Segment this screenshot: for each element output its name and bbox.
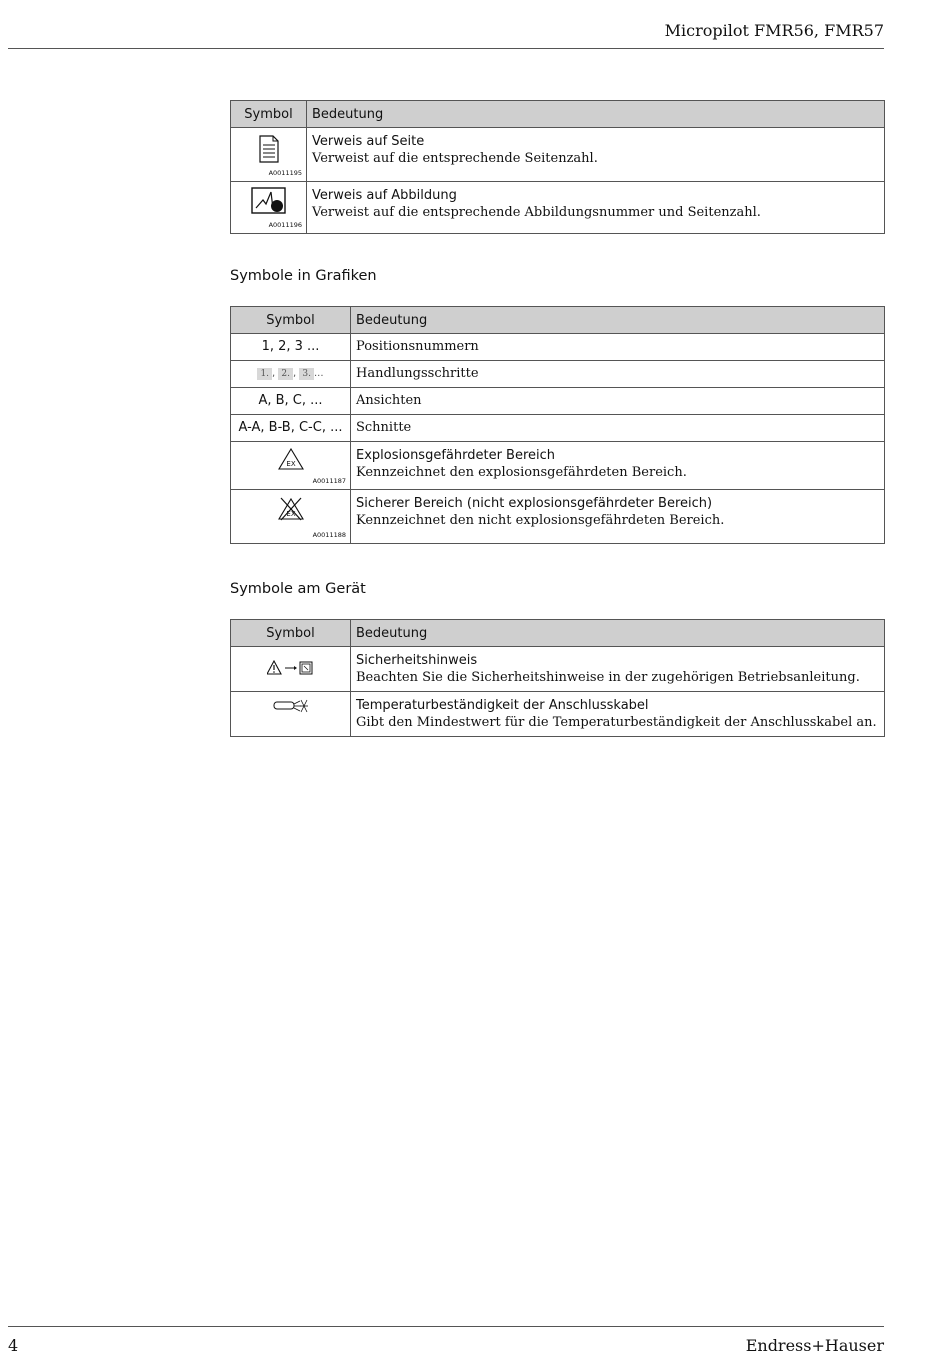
symbol-column-header: Symbol	[231, 101, 307, 128]
symbol-cell	[231, 415, 351, 442]
brand-name: Endress+Hauser	[745, 1336, 884, 1355]
symbol-cell	[231, 182, 307, 234]
symbol-cell	[231, 442, 351, 490]
meaning-cell	[351, 415, 885, 442]
symbol-cell	[231, 647, 351, 692]
steps-symbol: 1. , 2. , 3. ...	[257, 368, 323, 379]
symbol-code: A0011196	[268, 221, 302, 229]
symbol-title: Sicherheitshinweis	[356, 653, 478, 668]
symbol-description: Handlungsschritte	[356, 366, 479, 381]
symbol-description: Verweist auf die entsprechende Seitenzahl.	[312, 151, 598, 166]
symbol-description: Kennzeichnet den nicht explosionsgefährdeten Bereich.	[356, 513, 725, 528]
section-heading-device: Symbole am Gerät	[230, 581, 366, 597]
symbol-description: Ansichten	[356, 393, 422, 408]
table-header-row	[231, 620, 885, 647]
graphic-symbols-table	[230, 306, 885, 544]
symbol-description: Beachten Sie die Sicherheitshinweise in der zugehörigen Betriebsanleitung.	[356, 670, 860, 685]
symbol-description: Gibt den Mindestwert für die Temperaturbeständigkeit der Anschlusskabel an.	[356, 715, 877, 730]
symbol-description: Positionsnummern	[356, 339, 479, 354]
table-row	[231, 128, 885, 182]
meaning-column-header: Bedeutung	[351, 307, 885, 334]
header-divider	[8, 48, 884, 49]
table-row	[231, 334, 885, 361]
symbol-code: A0011188	[312, 531, 346, 539]
device-symbols-table	[230, 619, 885, 737]
symbol-cell	[231, 388, 351, 415]
symbol-cell	[231, 490, 351, 544]
symbol-code: A0011187	[312, 477, 346, 485]
step-1-box: 1.	[257, 368, 272, 380]
table-row	[231, 442, 885, 490]
table-row	[231, 692, 885, 737]
meaning-cell	[351, 490, 885, 544]
page-number: 4	[8, 1336, 19, 1355]
symbol-title: Sicherer Bereich (nicht explosionsgefährdeter Bereich)	[356, 496, 713, 511]
symbol-cell	[231, 334, 351, 361]
meaning-cell	[351, 334, 885, 361]
table-row	[231, 490, 885, 544]
table-row	[231, 415, 885, 442]
position-numbers-symbol: 1, 2, 3 ...	[261, 339, 320, 354]
table-row	[231, 388, 885, 415]
meaning-cell	[351, 692, 885, 737]
section-heading-graphics: Symbole in Grafiken	[230, 268, 377, 284]
table-row	[231, 182, 885, 234]
step-2-box: 2.	[278, 368, 293, 380]
meaning-column-header: Bedeutung	[351, 620, 885, 647]
symbol-description: Verweist auf die entsprechende Abbildungsnummer und Seitenzahl.	[312, 205, 761, 220]
table-header-row	[231, 101, 885, 128]
table-row	[231, 647, 885, 692]
symbol-title: Temperaturbeständigkeit der Anschlusskabel	[356, 698, 649, 713]
cable-temperature-icon	[273, 699, 309, 713]
symbol-title: Explosionsgefährdeter Bereich	[356, 448, 556, 463]
sections-symbol: A-A, B-B, C-C, ...	[238, 420, 343, 435]
document-title: Micropilot FMR56, FMR57	[664, 21, 884, 40]
symbol-cell	[231, 361, 351, 388]
svg-text:EX: EX	[286, 510, 296, 518]
symbol-title: Verweis auf Abbildung	[312, 188, 457, 203]
page-reference-icon	[258, 135, 280, 163]
svg-text:EX: EX	[286, 460, 296, 468]
figure-reference-icon	[251, 187, 287, 215]
symbol-description: Kennzeichnet den explosionsgefährdeten Bereich.	[356, 465, 687, 480]
symbol-cell	[231, 692, 351, 737]
symbol-column-header: Symbol	[231, 620, 351, 647]
step-3-box: 3.	[299, 368, 314, 380]
meaning-cell	[307, 128, 885, 182]
symbol-cell	[231, 128, 307, 182]
meaning-cell	[307, 182, 885, 234]
table-header-row	[231, 307, 885, 334]
symbol-description: Schnitte	[356, 420, 412, 435]
reference-symbols-table	[230, 100, 885, 234]
meaning-cell	[351, 361, 885, 388]
meaning-column-header: Bedeutung	[307, 101, 885, 128]
views-symbol: A, B, C, ...	[258, 393, 323, 408]
symbol-title: Verweis auf Seite	[312, 134, 425, 149]
footer-divider	[8, 1326, 884, 1327]
symbol-column-header: Symbol	[231, 307, 351, 334]
ex-hazard-icon	[278, 448, 304, 470]
meaning-cell	[351, 388, 885, 415]
table-row	[231, 361, 885, 388]
meaning-cell	[351, 442, 885, 490]
safety-instruction-icon	[267, 660, 315, 676]
symbol-code: A0011195	[268, 169, 302, 177]
non-ex-safe-area-icon	[278, 497, 304, 521]
meaning-cell	[351, 647, 885, 692]
